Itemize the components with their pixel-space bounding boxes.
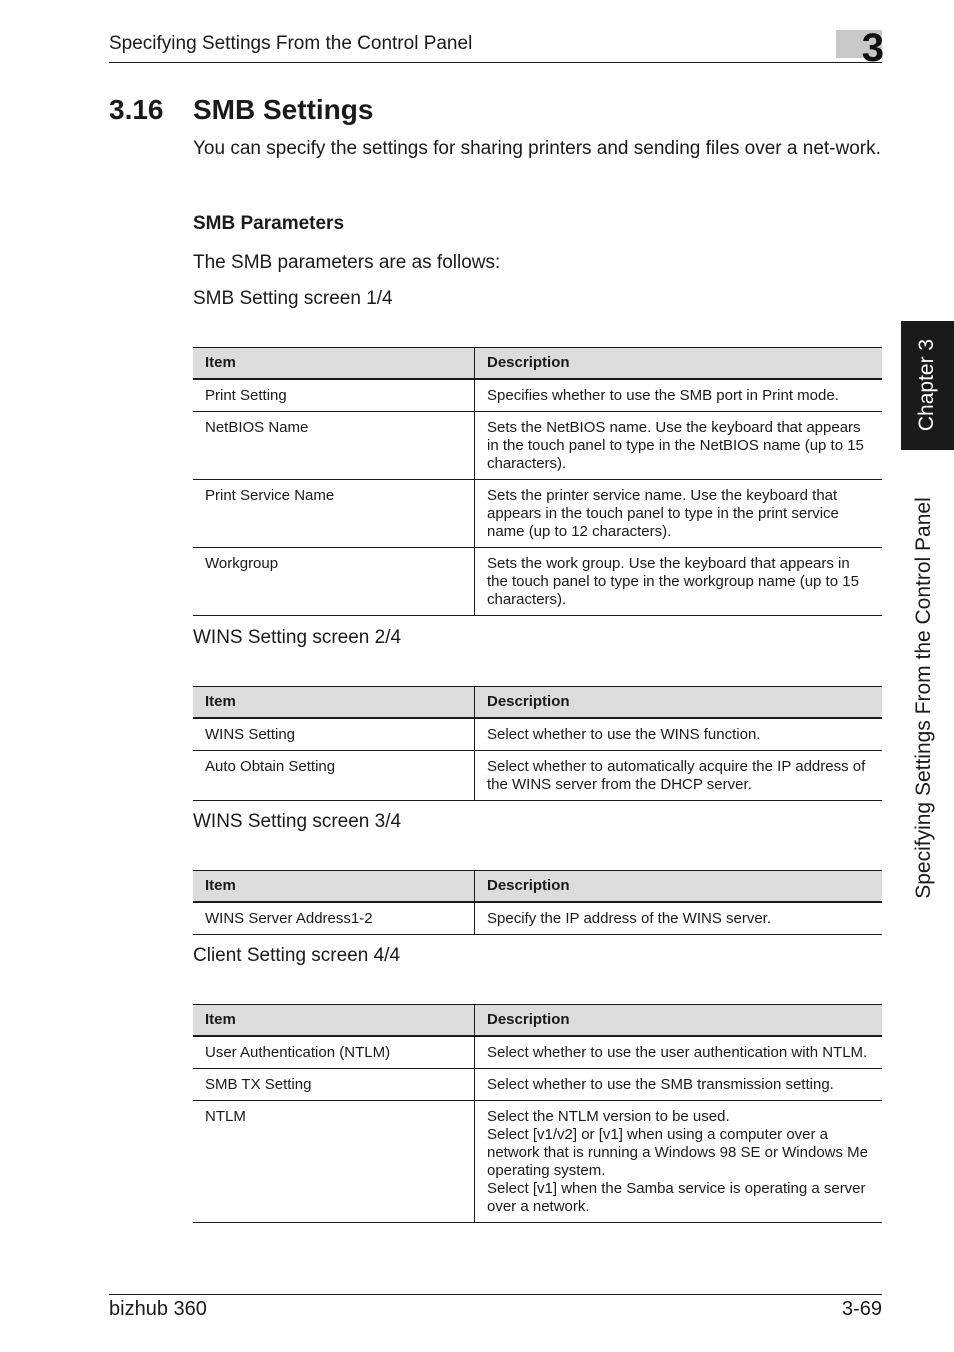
- table-header-row: [193, 348, 882, 379]
- section-number: 3.16: [109, 94, 164, 125]
- row-description: Sets the work group. Use the keyboard that appears in the touch panel to type in the workgroup name (up to 15 characters).: [475, 547, 883, 615]
- row-item: Print Service Name: [193, 479, 475, 547]
- column-header-item: Item: [193, 687, 475, 718]
- table-label-smb-setting: SMB Setting screen 1/4: [193, 288, 393, 309]
- section-intro: You can specify the settings for sharing printers and sending files over a net-work.: [193, 138, 881, 159]
- wins-setting-table: [193, 686, 882, 801]
- section-heading: [109, 93, 373, 127]
- table-row: [193, 479, 882, 547]
- row-item: User Authentication (NTLM): [193, 1036, 475, 1069]
- table-label-wins-setting-3: WINS Setting screen 3/4: [193, 811, 402, 832]
- row-description: Select whether to automatically acquire the IP address of the WINS server from the DHCP server.: [475, 750, 883, 800]
- table-row: [193, 547, 882, 615]
- running-header-title: Specifying Settings From the Control Panel: [109, 33, 473, 54]
- row-description: Select the NTLM version to be used. Select [v1/v2] or [v1] when using a computer over a network that is running a Windows 98 SE or Windows Me operating system. Select [v1] when the Samba service is operating a server over a network.: [475, 1100, 883, 1222]
- row-item: Auto Obtain Setting: [193, 750, 475, 800]
- chapter-number: 3: [861, 26, 884, 70]
- row-description: Specify the IP address of the WINS server.: [475, 902, 883, 935]
- row-item: NetBIOS Name: [193, 411, 475, 479]
- row-item: Workgroup: [193, 547, 475, 615]
- table-row: [193, 1036, 882, 1069]
- smb-setting-table: [193, 347, 882, 616]
- subsection-title: SMB Parameters: [193, 213, 345, 234]
- column-header-description: Description: [475, 871, 883, 902]
- subsection-lead: The SMB parameters are as follows:: [193, 252, 501, 273]
- footer-page-number: 3-69: [841, 1298, 882, 1320]
- table-row: [193, 1100, 882, 1222]
- chapter-label: Chapter 3: [915, 338, 938, 432]
- column-header-item: Item: [193, 1005, 475, 1036]
- table-row: [193, 750, 882, 800]
- column-header-description: Description: [475, 348, 883, 379]
- table-row: [193, 1068, 882, 1100]
- table-label-client-setting: Client Setting screen 4/4: [193, 945, 401, 966]
- row-item: WINS Setting: [193, 718, 475, 751]
- row-item: SMB TX Setting: [193, 1068, 475, 1100]
- column-header-description: Description: [475, 687, 883, 718]
- table-row: [193, 718, 882, 751]
- column-header-description: Description: [475, 1005, 883, 1036]
- table-row: [193, 902, 882, 935]
- row-item: Print Setting: [193, 379, 475, 412]
- row-description: Select whether to use the user authentication with NTLM.: [475, 1036, 883, 1069]
- row-description: Sets the printer service name. Use the keyboard that appears in the touch panel to type in the print service name (up to 12 characters).: [475, 479, 883, 547]
- footer-rule: [109, 1294, 882, 1295]
- row-description: Select whether to use the WINS function.: [475, 718, 883, 751]
- header-rule: [109, 62, 882, 63]
- wins-server-table: [193, 870, 882, 935]
- row-item: WINS Server Address1-2: [193, 902, 475, 935]
- footer-product: bizhub 360: [109, 1298, 207, 1320]
- row-description: Specifies whether to use the SMB port in Print mode.: [475, 379, 883, 412]
- table-header-row: [193, 687, 882, 718]
- table-row: [193, 411, 882, 479]
- row-item: NTLM: [193, 1100, 475, 1222]
- column-header-item: Item: [193, 348, 475, 379]
- table-header-row: [193, 1005, 882, 1036]
- row-description: Sets the NetBIOS name. Use the keyboard that appears in the touch panel to type in the NetBIOS name (up to 15 characters).: [475, 411, 883, 479]
- row-description: Select whether to use the SMB transmission setting.: [475, 1068, 883, 1100]
- table-header-row: [193, 871, 882, 902]
- side-section-text: Specifying Settings From the Control Panel: [912, 497, 935, 899]
- client-setting-table: [193, 1004, 882, 1223]
- table-label-wins-setting-2: WINS Setting screen 2/4: [193, 627, 402, 648]
- column-header-item: Item: [193, 871, 475, 902]
- section-title: SMB Settings: [193, 94, 374, 125]
- table-row: [193, 379, 882, 412]
